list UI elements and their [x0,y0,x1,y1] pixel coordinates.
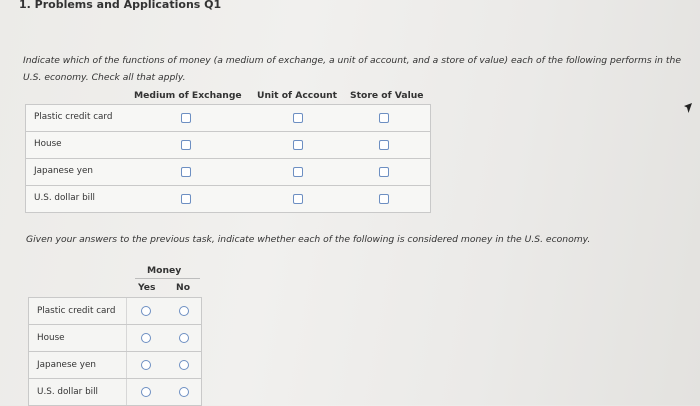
radio-icon[interactable] [179,306,189,316]
row-label: U.S. dollar bill [34,193,95,203]
problem-title: 1. Problems and Applications Q1 [19,0,222,11]
row-label: Plastic credit card [37,306,116,316]
table-row [29,351,201,378]
col-header-store-of-value: Store of Value [350,90,424,101]
col-header-yes: Yes [138,282,156,293]
column-divider [126,352,127,378]
functions-table-header [25,88,430,104]
table-row [26,158,430,185]
row-label: House [34,139,62,149]
table-row [26,131,430,158]
group-header-money: Money [147,265,182,276]
task1-instructions: Indicate which of the functions of money (a medium of exchange, a unit of account, and a store of value) each of the following performs in the U.S. economy. Check all that apply. [23,55,681,83]
is-money-table [28,297,202,406]
checkbox-icon[interactable] [181,140,191,150]
checkbox-icon[interactable] [379,167,389,177]
functions-of-money-table [25,104,431,213]
row-label: House [37,333,65,343]
row-label: U.S. dollar bill [37,387,98,397]
checkbox-icon[interactable] [181,194,191,204]
row-label: Japanese yen [37,360,96,370]
checkbox-icon[interactable] [293,140,303,150]
table-row [29,324,201,351]
row-label: Plastic credit card [34,112,113,122]
table-row [29,298,201,324]
col-header-no: No [176,282,191,293]
task2-instructions: Given your answers to the previous task, indicate whether each of the following is considered money in the U.S. economy. [26,234,591,245]
col-header-medium-of-exchange: Medium of Exchange [134,90,242,101]
radio-icon[interactable] [179,333,189,343]
radio-icon[interactable] [179,387,189,397]
checkbox-icon[interactable] [379,140,389,150]
col-header-unit-of-account: Unit of Account [257,90,338,101]
checkbox-icon[interactable] [181,113,191,123]
radio-icon[interactable] [141,333,151,343]
column-divider [126,325,127,351]
radio-icon[interactable] [179,360,189,370]
checkbox-icon[interactable] [293,113,303,123]
checkbox-icon[interactable] [293,194,303,204]
radio-icon[interactable] [141,360,151,370]
column-divider [126,379,127,405]
column-divider [126,298,127,324]
checkbox-icon[interactable] [379,113,389,123]
table-row [29,378,201,405]
row-label: Japanese yen [34,166,93,176]
table-row [26,105,430,131]
header-underline [135,278,200,279]
table-row [26,185,430,212]
radio-icon[interactable] [141,387,151,397]
checkbox-icon[interactable] [181,167,191,177]
mouse-cursor-icon [683,102,693,114]
checkbox-icon[interactable] [379,194,389,204]
checkbox-icon[interactable] [293,167,303,177]
radio-icon[interactable] [141,306,151,316]
